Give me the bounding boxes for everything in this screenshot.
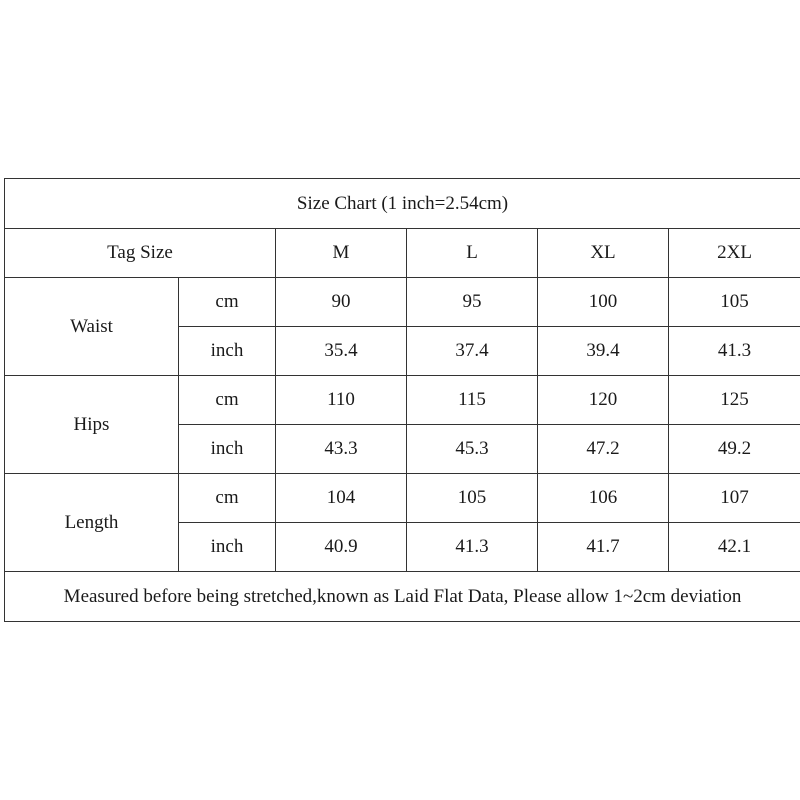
table-cell: 104 [276, 474, 407, 523]
table-cell: 41.3 [407, 523, 538, 572]
unit-label: cm [179, 376, 276, 425]
size-header-m: M [276, 229, 407, 278]
chart-title: Size Chart (1 inch=2.54cm) [5, 179, 800, 229]
table-cell: 105 [669, 278, 800, 327]
header-row [5, 229, 800, 278]
tag-size-label: Tag Size [5, 229, 276, 278]
table-cell: 110 [276, 376, 407, 425]
table-cell: 105 [407, 474, 538, 523]
measurement-name-waist: Waist [5, 278, 179, 376]
size-header-l: L [407, 229, 538, 278]
size-header-xl: XL [538, 229, 669, 278]
unit-label: cm [179, 278, 276, 327]
table-cell: 41.7 [538, 523, 669, 572]
title-row [5, 179, 800, 229]
measurement-note: Measured before being stretched,known as Laid Flat Data, Please allow 1~2cm deviation [5, 572, 800, 622]
table-cell: 125 [669, 376, 800, 425]
measurement-name-hips: Hips [5, 376, 179, 474]
table-row [5, 278, 800, 327]
table-cell: 37.4 [407, 327, 538, 376]
table-cell: 45.3 [407, 425, 538, 474]
table-cell: 95 [407, 278, 538, 327]
table-cell: 41.3 [669, 327, 800, 376]
unit-label: inch [179, 425, 276, 474]
table-cell: 120 [538, 376, 669, 425]
table-cell: 47.2 [538, 425, 669, 474]
measurement-name-length: Length [5, 474, 179, 572]
table-cell: 49.2 [669, 425, 800, 474]
table-cell: 107 [669, 474, 800, 523]
table-cell: 35.4 [276, 327, 407, 376]
unit-label: inch [179, 327, 276, 376]
unit-label: cm [179, 474, 276, 523]
table-cell: 90 [276, 278, 407, 327]
table-cell: 39.4 [538, 327, 669, 376]
table-cell: 40.9 [276, 523, 407, 572]
size-chart-table [4, 178, 800, 622]
table-row [5, 474, 800, 523]
table-row [5, 376, 800, 425]
table-cell: 115 [407, 376, 538, 425]
table-cell: 106 [538, 474, 669, 523]
unit-label: inch [179, 523, 276, 572]
size-header-2xl: 2XL [669, 229, 800, 278]
table-cell: 100 [538, 278, 669, 327]
note-row [5, 572, 800, 622]
table-cell: 43.3 [276, 425, 407, 474]
table-cell: 42.1 [669, 523, 800, 572]
